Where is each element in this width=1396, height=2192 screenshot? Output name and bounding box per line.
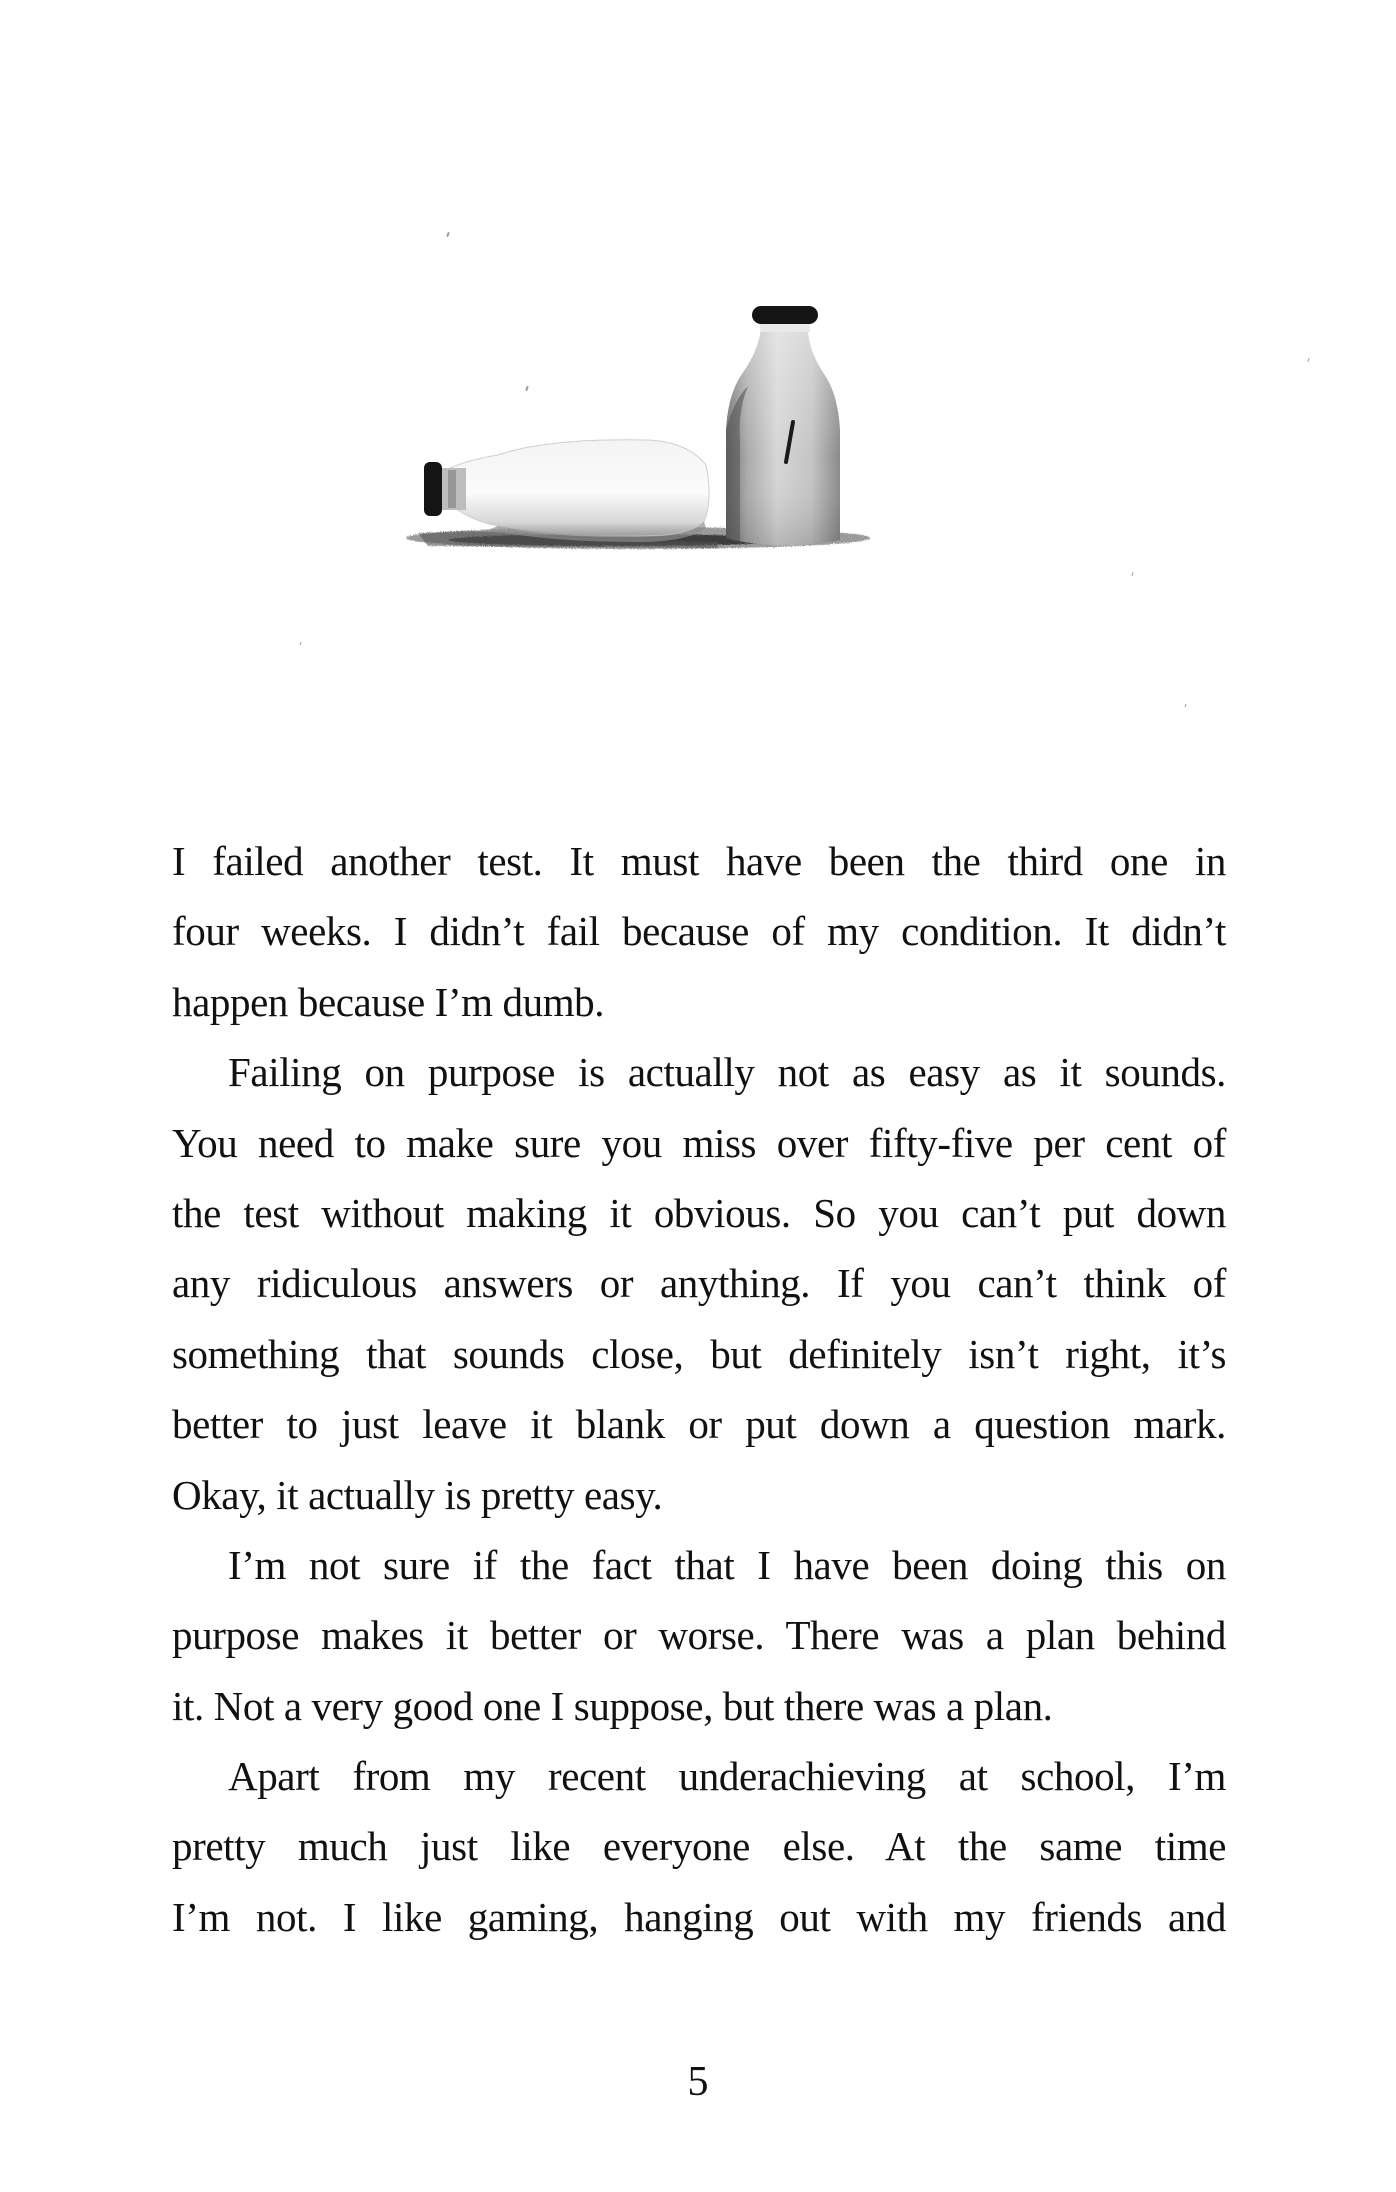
paragraph-2 bbox=[172, 1037, 1226, 1530]
milk-bottles-illustration bbox=[388, 290, 878, 560]
text-line: the test without making it obvious. So you can’t put down bbox=[172, 1189, 1226, 1236]
text-line: it. Not a very good one I suppose, but there was a plan. bbox=[172, 1682, 1053, 1729]
text-line: Apart from my recent underachieving at school, I’m bbox=[228, 1753, 1226, 1800]
text-line: happen because I’m dumb. bbox=[172, 978, 605, 1025]
paragraph-1 bbox=[172, 826, 1226, 1037]
text-line: I’m not sure if the fact that I have been doing this on bbox=[228, 1541, 1226, 1588]
text-line: I’m not. I like gaming, hanging out with my friends and bbox=[172, 1893, 1226, 1940]
text-line: You need to make sure you miss over fifty-five per cent of bbox=[172, 1119, 1226, 1166]
page-number: 5 bbox=[687, 2059, 709, 2105]
text-line: Okay, it actually is pretty easy. bbox=[172, 1471, 663, 1518]
scan-speck bbox=[300, 642, 302, 645]
text-line: I failed another test. It must have been the third one in bbox=[172, 838, 1226, 884]
scan-speck bbox=[1307, 358, 1309, 362]
text-line: Failing on purpose is actually not as easy as it sounds. bbox=[228, 1049, 1226, 1096]
text-line: better to just leave it blank or put down a question mark. bbox=[172, 1401, 1226, 1448]
text-line: purpose makes it better or worse. There was a plan behind bbox=[172, 1612, 1226, 1659]
milk-bottle-icon bbox=[388, 290, 878, 560]
scan-speck bbox=[1185, 704, 1187, 707]
text-line: something that sounds close, but definitely isn’t right, it’s bbox=[172, 1330, 1226, 1377]
body-text bbox=[172, 826, 1226, 1952]
text-line: any ridiculous answers or anything. If you can’t think of bbox=[172, 1260, 1226, 1307]
text-line: pretty much just like everyone else. At the same time bbox=[172, 1823, 1226, 1870]
paragraph-4 bbox=[172, 1741, 1226, 1952]
scan-speck bbox=[1131, 572, 1133, 576]
paragraph-3 bbox=[172, 1530, 1226, 1741]
text-line: four weeks. I didn’t fail because of my condition. It didn’t bbox=[172, 908, 1226, 955]
scan-speck bbox=[446, 232, 450, 237]
